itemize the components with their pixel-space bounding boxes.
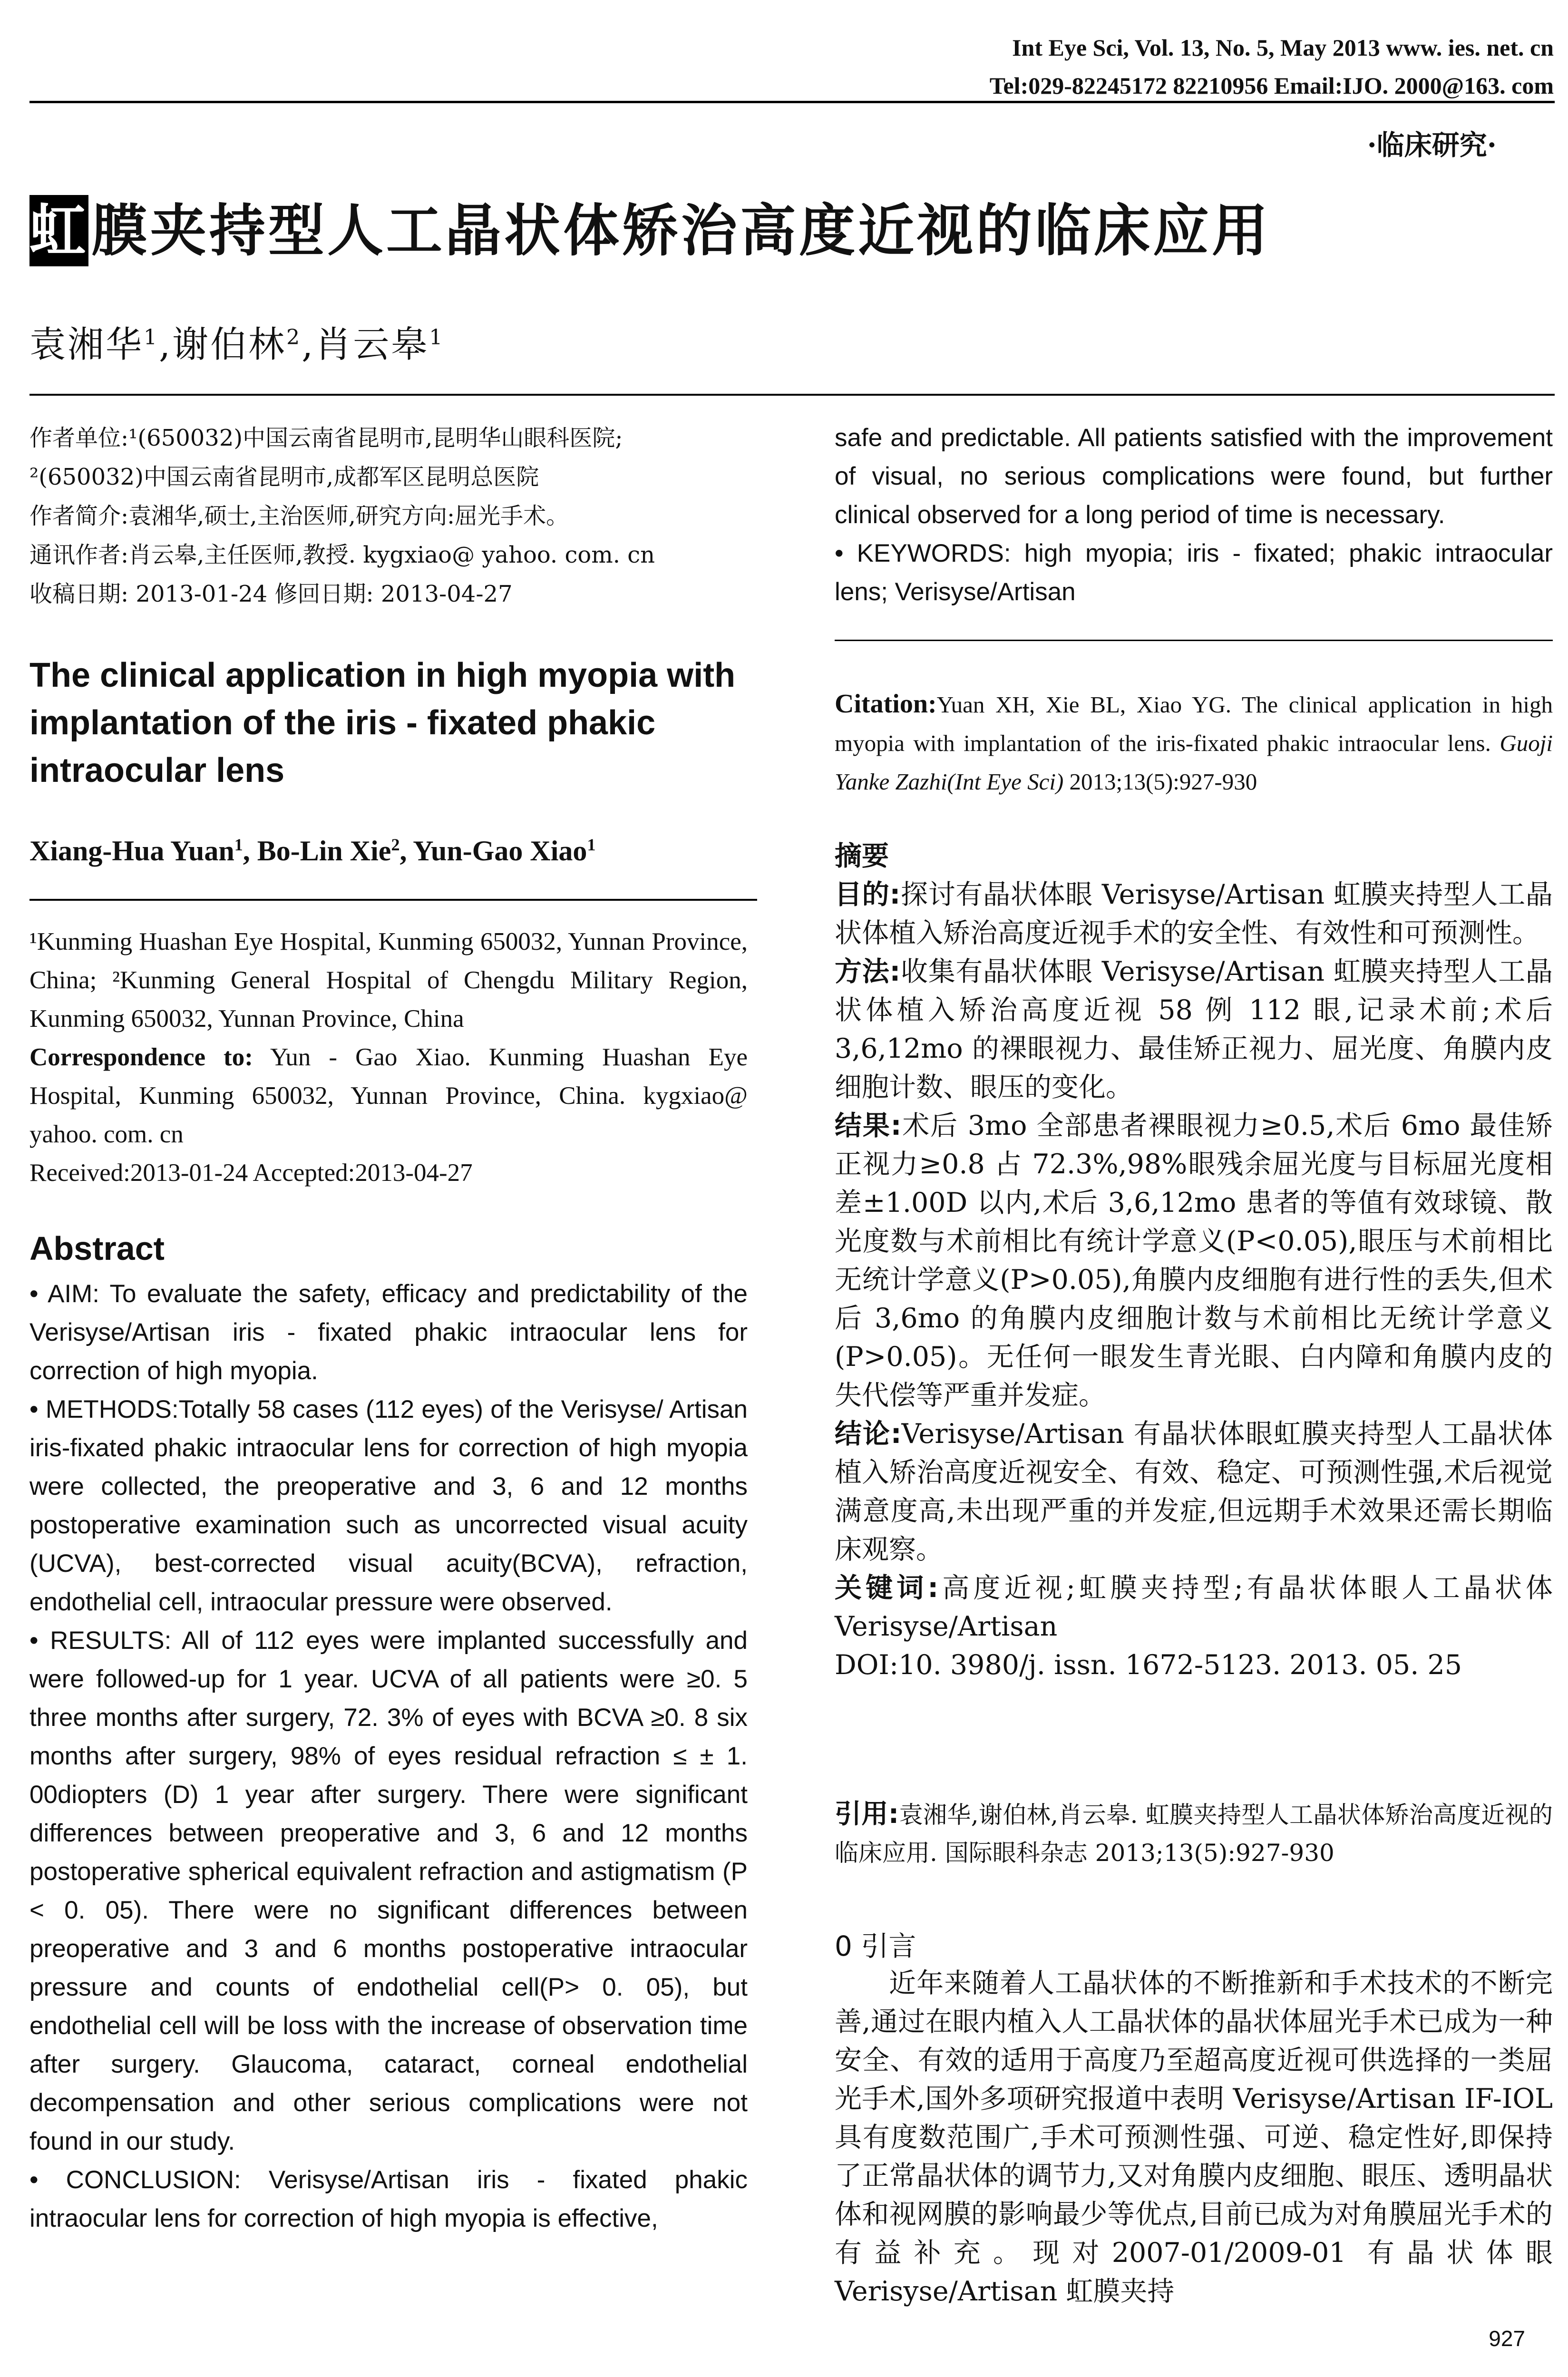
affiliation-block xyxy=(29,923,748,1192)
keywords-label: 关键词: xyxy=(835,1572,939,1604)
intro-heading: 0 引言 xyxy=(835,1930,916,1962)
authors-en: Xiang-Hua Yuan$^1$, Bo-Lin Xie$^2$, Yun-Gao Xiao$^1$ xyxy=(29,835,596,867)
citation-cn xyxy=(835,1795,1553,1872)
methods-label: 方法: xyxy=(835,956,901,987)
info-line: 作者简介:袁湘华,硕士,主治医师,研究方向:屈光手术。 xyxy=(29,503,569,529)
title-boxed-char: 虹 xyxy=(29,195,88,266)
keywords-text: 高度近视;虹膜夹持型;有晶状体眼人工晶状体 Verisyse/Artisan xyxy=(835,1572,1553,1642)
aim-label: 目的: xyxy=(835,879,901,910)
citation-text: Yuan XH, Xie BL, Xiao YG. The clinical application in high myopia with implantation of the iris-fixated phakic intraocular lens. xyxy=(835,692,1553,756)
info-line: 通讯作者:肖云皋,主任医师,教授. kygxiao@ yahoo. com. cn xyxy=(29,542,655,568)
citation-block xyxy=(835,685,1553,801)
abstract-cn-aim xyxy=(835,876,1553,953)
citation-cn-text: 袁湘华,谢伯林,肖云皋. 虹膜夹持型人工晶状体矫治高度近视的临床应用. 国际眼科杂志 2013;13(5):927-930 xyxy=(835,1801,1553,1867)
author-en-2: Bo-Lin Xie xyxy=(257,835,391,867)
conclusion-text: Verisyse/Artisan 有晶状体眼虹膜夹持型人工晶状体植入矫治高度近视安全、有效、稳定、可预测性强,术后视觉满意度高,未出现严重的并发症,但远期手术效果还需长期临床观察。 xyxy=(835,1418,1553,1565)
author-cn-1: 袁湘华 xyxy=(29,323,144,366)
correspondence-label: Correspondence to: xyxy=(29,1043,253,1071)
conclusion-label: 结论: xyxy=(835,1418,902,1450)
abstract-cn-conclusion xyxy=(835,1415,1553,1569)
page-number: 927 xyxy=(1489,2326,1525,2351)
citation-cn-label: 引用: xyxy=(835,1799,899,1830)
section-tag: ·临床研究· xyxy=(1367,129,1497,161)
authors-cn xyxy=(29,309,444,373)
correspondence-text: Yun - Gao Xiao. Kunming Huashan Eye Hospital, Kunming 650032, Yunnan Province, China. kygxiao@ yahoo. com. cn xyxy=(29,1043,748,1148)
authors-rule xyxy=(29,394,1555,396)
authors-en-rule xyxy=(29,899,757,901)
abstract-body xyxy=(29,1275,748,2238)
abstract-cn-keywords xyxy=(835,1569,1553,1646)
author-cn-3: 肖云皋 xyxy=(315,323,429,366)
author-cn-1-sup: 1 xyxy=(144,325,159,350)
intro-text: 近年来随着人工晶状体的不断推新和手术技术的不断完善,通过在眼内植入人工晶状体的晶状体屈光手术已成为一种安全、有效的适用于高度乃至超高度近视可供选择的一类屈光手术,国外多项研究报道中表明 Verisyse/Artisan IF-IOL 具有度数范围广,手术可预测性强、可逆、稳定性好,即保持了正常晶状体的调节力,又对角膜内皮细胞、眼压、透明晶状体和视网膜的影响最少等优点,目前已成为对角膜屈光手术的有益补充。现对2007-01/2009-01 有晶状体眼 Verisyse/Artisan 虹膜夹持 xyxy=(835,1968,1553,2307)
methods-text: 收集有晶状体眼 Verisyse/Artisan 虹膜夹持型人工晶状体植入矫治高度近视 58 例 112 眼,记录术前;术后3,6,12mo 的裸眼视力、最佳矫正视力、屈光度、角膜内皮细胞计数、眼压的变化。 xyxy=(835,956,1553,1103)
journal-info-line: Int Eye Sci, Vol. 13, No. 5, May 2013 www. ies. net. cn xyxy=(1012,34,1554,61)
info-line: 收稿日期: 2013-01-24 修回日期: 2013-04-27 xyxy=(29,581,513,607)
abstract-cn-results xyxy=(835,1107,1553,1415)
keywords-rule xyxy=(835,640,1553,641)
info-line: 作者单位:¹(650032)中国云南省昆明市,昆明华山眼科医院; xyxy=(29,425,623,451)
abstract-methods: • METHODS:Totally 58 cases (112 eyes) of the Verisyse/ Artisan iris-fixated phakic intraocular lens for correction of high myopia were collected, the preoperative and 3, 6 and 12 months postoperative examination such as uncorrected visual acuity (UCVA), best-corrected visual acuity(BCVA), refraction, endothelial cell, intraocular pressure were observed. xyxy=(29,1395,748,1616)
abstract-cn xyxy=(835,837,1553,1685)
citation-journal: Guoji Yanke Zazhi(Int Eye Sci) xyxy=(835,730,1553,795)
author-en-1: Xiang-Hua Yuan xyxy=(29,835,234,867)
author-en-1-sup: 1 xyxy=(234,835,243,854)
abstract-aim: • AIM: To evaluate the safety, efficacy and predictability of the Verisyse/Artisan iris - fixated phakic intraocular lens for correction of high myopia. xyxy=(29,1280,748,1385)
author-cn-2: 谢伯林 xyxy=(172,323,287,366)
abstract-continued xyxy=(835,419,1553,611)
abstract-heading: Abstract xyxy=(29,1230,165,1267)
abstract-keywords: • KEYWORDS: high myopia; iris - fixated; phakic intraocular lens; Verisyse/Artisan xyxy=(835,539,1553,606)
author-info-cn xyxy=(29,419,752,614)
author-en-3: Yun-Gao Xiao xyxy=(413,835,587,867)
author-cn-3-sup: 1 xyxy=(429,325,445,350)
info-line: ²(650032)中国云南省昆明市,成都军区昆明总医院 xyxy=(29,464,539,490)
doi: DOI:10. 3980/j. issn. 1672-5123. 2013. 05. 25 xyxy=(835,1649,1462,1681)
citation-label: Citation: xyxy=(835,689,937,719)
results-label: 结果: xyxy=(835,1110,902,1141)
received-dates: Received:2013-01-24 Accepted:2013-04-27 xyxy=(29,1159,473,1187)
abstract-cn-heading: 摘要 xyxy=(835,840,889,872)
affiliation-en: ¹Kunming Huashan Eye Hospital, Kunming 650032, Yunnan Province, China; ²Kunming General Hospital of Chengdu Military Region, Kunming 650032, Yunnan Province, China xyxy=(29,928,748,1033)
results-text: 术后 3mo 全部患者裸眼视力≥0.5,术后 6mo 最佳矫正视力≥0.8 占 72.3%,98%眼残余屈光度与目标屈光度相差±1.00D 以内,术后 3,6,12mo 患者的等值有效球镜、散光度数与术前相比有统计学意义(P<0.05),眼压与术前相比无统计学意义(P>0.05),角膜内皮细胞有进行性的丢失,但术后 3,6mo 的角膜内皮细胞计数与术前相比无统计学意义(P>0.05)。无任何一眼发生青光眼、白内障和角膜内皮的失代偿等严重并发症。 xyxy=(835,1110,1553,1411)
author-en-3-sup: 1 xyxy=(587,835,596,854)
abstract-results: • RESULTS: All of 112 eyes were implanted successfully and were followed-up for 1 year. UCVA of all patients were ≥0. 5 three months after surgery, 72. 3% of eyes with BCVA ≥0. 8 six months after surgery, 98% of eyes residual refraction ≤ ± 1. 00diopters (D) 1 year after surgery. There were significant differences between preoperative and 3, 6 and 12 months postoperative spherical equivalent refraction and astigmatism (P < 0. 05). There were no significant differences between preoperative and 3 and 6 months postoperative intraocular pressure and counts of endothelial cell(P> 0. 05), but endothelial cell will be loss with the increase of observation time after surgery. Glaucoma, cataract, corneal endothelial decompensation and other serious complications were not found in our study. xyxy=(29,1627,748,2155)
journal-header xyxy=(793,29,1554,105)
abstract-conclusion: • CONCLUSION: Verisyse/Artisan iris - fixated phakic intraocular lens for correction of high myopia is effective, xyxy=(29,2166,748,2232)
title-text: 膜夹持型人工晶状体矫治高度近视的临床应用 xyxy=(91,198,1271,263)
header-rule xyxy=(29,101,1555,103)
aim-text: 探讨有晶状体眼 Verisyse/Artisan 虹膜夹持型人工晶状体植入矫治高度近视手术的安全性、有效性和可预测性。 xyxy=(835,879,1553,949)
journal-contact-line: Tel:029-82245172 82210956 Email:IJO. 2000@163. com xyxy=(989,72,1554,99)
abstract-cn-methods xyxy=(835,953,1553,1107)
author-cn-2-sup: 2 xyxy=(286,325,302,350)
abstract-conclusion-cont: safe and predictable. All patients satisfied with the improvement of visual, no serious complications were found, but further clinical observed for a long period of time is necessary. xyxy=(835,424,1553,529)
correspondence xyxy=(29,1038,748,1154)
english-title: The clinical application in high myopia with implantation of the iris - fixated phakic intraocular lens xyxy=(29,656,736,789)
citation-volume: 2013;13(5):927-930 xyxy=(1063,769,1257,795)
author-en-2-sup: 2 xyxy=(391,835,400,854)
author-sep: , xyxy=(302,323,315,366)
author-sep: , xyxy=(159,323,173,366)
page-title xyxy=(29,195,1551,266)
